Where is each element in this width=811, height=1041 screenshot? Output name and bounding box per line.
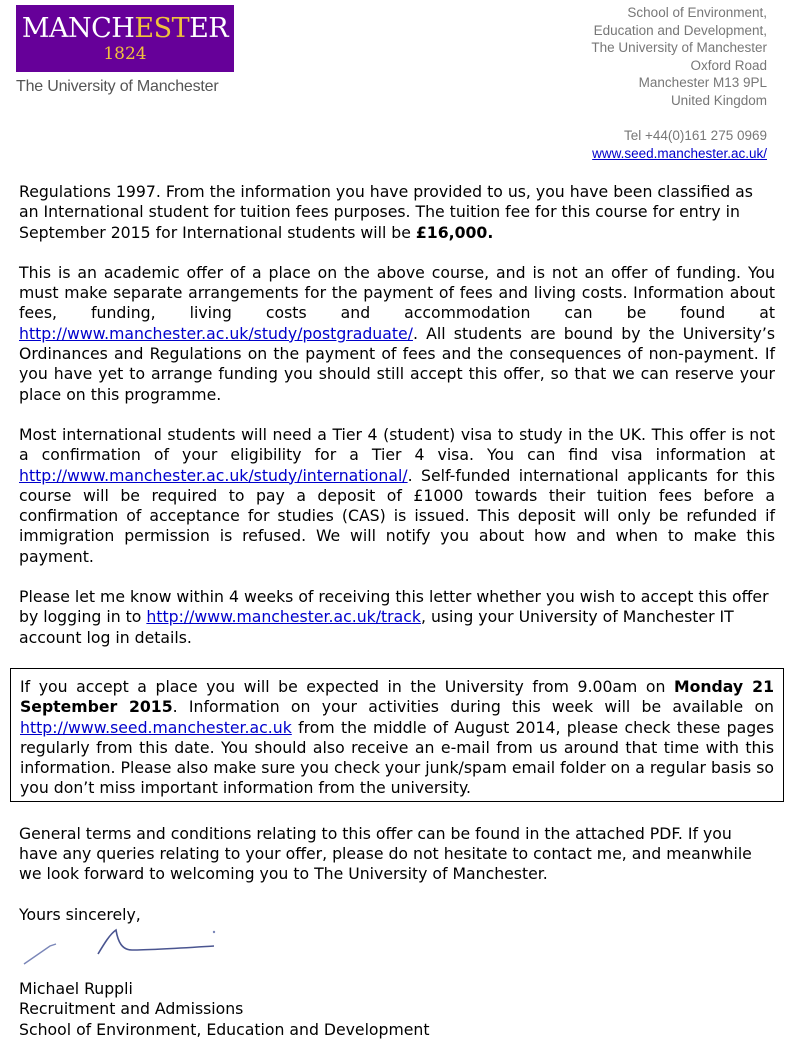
letter-body bbox=[19, 182, 775, 945]
address-line: The University of Manchester bbox=[591, 40, 767, 55]
welcome-week-box bbox=[10, 668, 784, 802]
sender-department: School of Environment, Education and Development bbox=[19, 1019, 430, 1039]
university-logo bbox=[16, 5, 236, 96]
postgraduate-link[interactable]: http://www.manchester.ac.uk/study/postgraduate/ bbox=[19, 323, 413, 343]
address-line: Oxford Road bbox=[690, 57, 767, 73]
terms-paragraph: General terms and conditions relating to this offer can be found in the attached PDF. If you have any queries relating to your offer, please do not hesitate to contact me, and meanwhile we look forward to welcoming you to The University of Manchester. bbox=[19, 823, 752, 884]
address-line: School of Environment, bbox=[627, 5, 767, 20]
salutation: Yours sincerely, bbox=[19, 904, 141, 924]
logo-plate bbox=[16, 5, 234, 72]
address-line: United Kingdom bbox=[670, 92, 767, 108]
welcome-week-text: If you accept a place you will be expected in the University from 9.00am on Monday 21 September 2015. Information on your activities during this week will be available on http://www.seed.manchester.ac.uk from the middle of August 2014, please check these pages regularly from this date. You should also receive an e-mail from us around that time with this information. Please also make sure you check your junk/spam email folder on a regular basis so you don’t miss important information from the university. bbox=[20, 676, 774, 798]
track-link[interactable]: http://www.manchester.ac.uk/track bbox=[146, 607, 421, 627]
sender-name: Michael Ruppli bbox=[19, 979, 133, 998]
address-line: Education and Development, bbox=[593, 22, 767, 38]
school-address bbox=[591, 4, 767, 162]
telephone: Tel +44(0)161 275 0969 bbox=[624, 128, 767, 143]
sender-details bbox=[19, 979, 430, 1040]
start-date: Monday 21 September 2015 bbox=[20, 676, 774, 717]
school-website-link[interactable]: www.seed.manchester.ac.uk/ bbox=[592, 145, 767, 161]
logo-subtitle: The University of Manchester bbox=[16, 78, 219, 95]
tuition-fee: £16,000. bbox=[415, 222, 494, 242]
fee-paragraph: Regulations 1997. From the information you have provided to us, you have been classified as an International student for tuition fees purposes. The tuition fee for this course for entry in September 2015 for International students will be £16,000. bbox=[19, 182, 753, 242]
international-link[interactable]: http://www.manchester.ac.uk/study/international/ bbox=[19, 465, 408, 485]
seed-link[interactable]: http://www.seed.manchester.ac.uk bbox=[20, 717, 292, 737]
funding-paragraph: This is an academic offer of a place on the above course, and is not an offer of funding. You must make separate arrangements for the payment of fees and living costs. Information about fees, funding, living costs and accommodation can be found at http://www.manchester.ac.uk/study/postgraduate/. All students are bound by the University’s Ordinances and Regulations on the payment of fees and the consequences of non-payment. If you have yet to arrange funding you should still accept this offer, so that we can reserve your place on this programme. bbox=[19, 262, 775, 404]
logo-year: 1824 bbox=[103, 44, 147, 64]
acceptance-paragraph: Please let me know within 4 weeks of receiving this letter whether you wish to accept this offer by logging in to http://www.manchester.ac.uk/track, using your University of Manchester IT account log in details. bbox=[19, 587, 769, 647]
address-line: Manchester M13 9PL bbox=[638, 75, 767, 90]
sender-role: Recruitment and Admissions bbox=[19, 999, 244, 1019]
handwritten-signature bbox=[22, 920, 222, 970]
logo-wordmark: MANCHESTER bbox=[21, 13, 229, 44]
visa-paragraph: Most international students will need a Tier 4 (student) visa to study in the UK. This offer is not a confirmation of your eligibility for a Tier 4 visa. You can find visa information at http://www.manchester.ac.uk/study/international/. Self-funded international applicants for this course will be required to pay a deposit of £1000 towards their tuition fees before a confirmation of acceptance for studies (CAS) is issued. This deposit will only be refunded if immigration permission is refused. We will notify you about how and when to make this payment. bbox=[19, 424, 775, 566]
